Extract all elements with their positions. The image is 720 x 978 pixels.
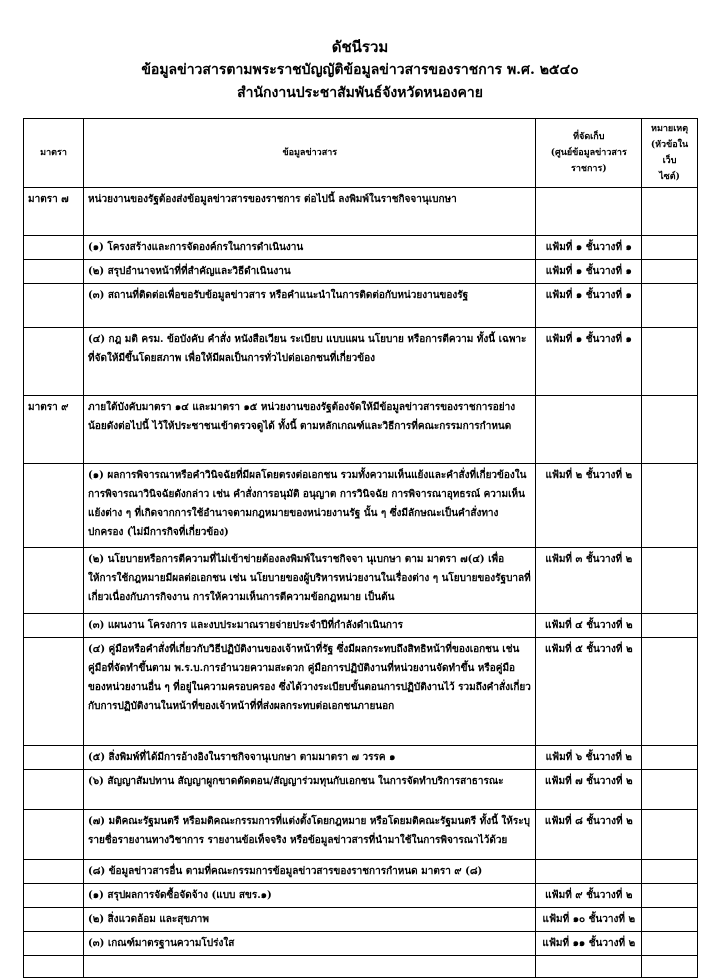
info-cell: (๓) แผนงาน โครงการ และงบประมาณรายจ่ายประจำปีที่กำลังดำเนินการ <box>84 614 536 638</box>
note-cell <box>642 770 698 810</box>
section-cell <box>24 746 84 770</box>
table-row <box>24 770 698 810</box>
info-cell: (๔) คู่มือหรือคำสั่งที่เกี่ยวกับวิธีปฏิบัติงานของเจ้าหน้าที่รัฐ ซึ่งมีผลกระทบถึงสิทธิหน้าที่ของเอกชน เช่น คู่มือที่จัดทำขึ้นตาม พ.ร.บ.การอำนวยความสะดวก คู่มือการปฏิบัติงานที่หน่วยงานจัดทำขึ้น หรือคู่มือของหน่วยงานอื่น ๆ ที่อยู่ในความครอบครอง ซึ่งได้วางระเบียบขั้นตอนการปฏิบัติงานไว้ รวมถึงคำสั่งเกี่ยวกับการปฏิบัติงานในหน้าที่ของเจ้าหน้าที่ที่ส่งผลกระทบต่อเอกชนภายนอก <box>84 638 536 746</box>
section-cell <box>24 328 84 396</box>
location-cell: แฟ้มที่ ๔ ชั้นวางที่ ๒ <box>536 614 642 638</box>
note-cell <box>642 956 698 978</box>
section-cell <box>24 260 84 284</box>
note-cell <box>642 188 698 236</box>
table-row <box>24 908 698 932</box>
info-cell: (๘) ข้อมูลข่าวสารอื่น ตามที่คณะกรรมการข้อมูลข่าวสารของราชการกำหนด มาตรา ๙ (๘) <box>84 860 536 884</box>
info-cell: (๑) สรุปผลการจัดซื้อจัดจ้าง (แบบ สขร.๑) <box>84 884 536 908</box>
note-cell <box>642 396 698 464</box>
note-cell <box>642 860 698 884</box>
section-cell <box>24 810 84 860</box>
table-row <box>24 860 698 884</box>
info-cell: (๓) เกณฑ์มาตรฐานความโปร่งใส <box>84 932 536 956</box>
note-cell <box>642 908 698 932</box>
section-cell <box>24 860 84 884</box>
note-cell <box>642 810 698 860</box>
note-cell <box>642 932 698 956</box>
section-cell <box>24 548 84 614</box>
location-cell <box>536 860 642 884</box>
table-row <box>24 932 698 956</box>
section-cell <box>24 638 84 746</box>
header-section: มาตรา <box>24 119 84 188</box>
section-cell <box>24 884 84 908</box>
location-cell: แฟ้มที่ ๒ ชั้นวางที่ ๒ <box>536 464 642 548</box>
table-header-row <box>24 119 698 188</box>
table-row <box>24 260 698 284</box>
location-cell: แฟ้มที่ ๙ ชั้นวางที่ ๒ <box>536 884 642 908</box>
info-cell: (๔) กฎ มติ ครม. ข้อบังคับ คำสั่ง หนังสือเวียน ระเบียบ แบบแผน นโยบาย หรือการตีความ ทั้งนี้ เฉพาะที่จัดให้มีขึ้นโดยสภาพ เพื่อให้มีผลเป็นการทั่วไปต่อเอกชนที่เกี่ยวข้อง <box>84 328 536 396</box>
document-subtitle: ข้อมูลข่าวสารตามพระราชบัญญัติข้อมูลข่าวสารของราชการ พ.ศ. ๒๕๔๐ <box>141 62 579 78</box>
table-row <box>24 548 698 614</box>
info-cell: (๓) สถานที่ติดต่อเพื่อขอรับข้อมูลข่าวสาร หรือคำแนะนำในการติดต่อกับหน่วยงานของรัฐ <box>84 284 536 328</box>
location-cell: แฟ้มที่ ๓ ชั้นวางที่ ๒ <box>536 548 642 614</box>
header-info: ข้อมูลข่าวสาร <box>84 119 536 188</box>
note-cell <box>642 614 698 638</box>
table-row <box>24 614 698 638</box>
section-cell <box>24 614 84 638</box>
table-row <box>24 956 698 978</box>
table-row <box>24 284 698 328</box>
document-header <box>0 36 720 105</box>
section-cell <box>24 932 84 956</box>
info-cell: (๑) โครงสร้างและการจัดองค์กรในการดำเนินงาน <box>84 236 536 260</box>
table-row <box>24 810 698 860</box>
table-row <box>24 236 698 260</box>
location-cell: แฟ้มที่ ๑๑ ชั้นวางที่ ๒ <box>536 932 642 956</box>
section-cell <box>24 770 84 810</box>
note-cell <box>642 464 698 548</box>
section-cell <box>24 236 84 260</box>
info-cell: (๗) มติคณะรัฐมนตรี หรือมติคณะกรรมการที่แต่งตั้งโดยกฎหมาย หรือโดยมติคณะรัฐมนตรี ทั้งนี้ ให้ระบุรายชื่อรายงานทางวิชาการ รายงานข้อเท็จจริง หรือข้อมูลข่าวสารที่นำมาใช้ในการพิจารณาไว้ด้วย <box>84 810 536 860</box>
location-cell <box>536 396 642 464</box>
location-cell: แฟ้มที่ ๑ ชั้นวางที่ ๑ <box>536 236 642 260</box>
agency-name: สำนักงานประชาสัมพันธ์จังหวัดหนองคาย <box>237 85 483 101</box>
section-cell: มาตรา ๗ <box>24 188 84 236</box>
note-cell <box>642 328 698 396</box>
location-cell <box>536 188 642 236</box>
table-row <box>24 188 698 236</box>
table-row <box>24 464 698 548</box>
info-cell: หน่วยงานของรัฐต้องส่งข้อมูลข่าวสารของราชการ ต่อไปนี้ ลงพิมพ์ในราชกิจจานุเบกษา <box>84 188 536 236</box>
info-cell: ภายใต้บังคับมาตรา ๑๔ และมาตรา ๑๕ หน่วยงานของรัฐต้องจัดให้มีข้อมูลข่าวสารของราชการอย่างน้อยดังต่อไปนี้ ไว้ให้ประชาชนเข้าตรวจดูได้ ทั้งนี้ ตามหลักเกณฑ์และวิธีการที่คณะกรรมการกำหนด <box>84 396 536 464</box>
location-cell: แฟ้มที่ ๕ ชั้นวางที่ ๒ <box>536 638 642 746</box>
note-cell <box>642 746 698 770</box>
document-title: ดัชนีรวม <box>331 38 389 56</box>
note-cell <box>642 284 698 328</box>
info-cell: (๒) สรุปอำนาจหน้าที่ที่สำคัญและวิธีดำเนินงาน <box>84 260 536 284</box>
section-cell <box>24 464 84 548</box>
table-row <box>24 746 698 770</box>
info-cell: (๖) สัญญาสัมปทาน สัญญาผูกขาดตัดตอน/สัญญาร่วมทุนกับเอกชน ในการจัดทำบริการสาธารณะ <box>84 770 536 810</box>
table-row <box>24 884 698 908</box>
location-cell <box>536 956 642 978</box>
table-row <box>24 638 698 746</box>
section-cell <box>24 908 84 932</box>
index-table <box>23 118 698 978</box>
header-note: หมายเหตุ (หัวข้อในเว็บ ไซต์) <box>642 119 698 188</box>
info-cell <box>84 956 536 978</box>
location-cell: แฟ้มที่ ๑ ชั้นวางที่ ๑ <box>536 328 642 396</box>
note-cell <box>642 260 698 284</box>
info-cell: (๑) ผลการพิจารณาหรือคำวินิจฉัยที่มีผลโดยตรงต่อเอกชน รวมทั้งความเห็นแย้งและคำสั่งที่เกี่ยวข้องในการพิจารณาวินิจฉัยดังกล่าว เช่น คำสั่งการอนุมัติ อนุญาต การวินิจฉัย การพิจารณาอุทธรณ์ ความเห็นแย้งต่าง ๆ ที่เกิดจากการใช้อำนาจตามกฎหมายของหน่วยงานรัฐ นั้น ๆ ซึ่งมีลักษณะเป็นคำสั่งทางปกครอง (ไม่มีการกิจที่เกี่ยวข้อง) <box>84 464 536 548</box>
section-cell <box>24 284 84 328</box>
location-cell: แฟ้มที่ ๘ ชั้นวางที่ ๒ <box>536 810 642 860</box>
location-cell: แฟ้มที่ ๖ ชั้นวางที่ ๒ <box>536 746 642 770</box>
header-location: ที่จัดเก็บ (ศูนย์ข้อมูลข่าวสารราชการ) <box>536 119 642 188</box>
info-cell: (๒) นโยบายหรือการตีความที่ไม่เข้าข่ายต้องลงพิมพ์ในราชกิจจา นุเบกษา ตาม มาตรา ๗(๔) เพื่อให้การใช้กฎหมายมีผลต่อเอกชน เช่น นโยบายของผู้บริหารหน่วยงานในเรื่องต่าง ๆ นโยบายของรัฐบาลที่เกี่ยวเนื่องกับภารกิจงาน การให้ความเห็นการตีความข้อกฎหมาย เป็นต้น <box>84 548 536 614</box>
location-cell: แฟ้มที่ ๑๐ ชั้นวางที่ ๒ <box>536 908 642 932</box>
note-cell <box>642 884 698 908</box>
section-cell <box>24 956 84 978</box>
table-row <box>24 328 698 396</box>
info-cell: (๒) สิ่งแวดล้อม และสุขภาพ <box>84 908 536 932</box>
note-cell <box>642 638 698 746</box>
location-cell: แฟ้มที่ ๑ ชั้นวางที่ ๑ <box>536 284 642 328</box>
info-cell: (๕) สิ่งพิมพ์ที่ได้มีการอ้างอิงในราชกิจจานุเบกษา ตามมาตรา ๗ วรรค ๑ <box>84 746 536 770</box>
note-cell <box>642 236 698 260</box>
table-row <box>24 396 698 464</box>
location-cell: แฟ้มที่ ๗ ชั้นวางที่ ๒ <box>536 770 642 810</box>
note-cell <box>642 548 698 614</box>
location-cell: แฟ้มที่ ๑ ชั้นวางที่ ๑ <box>536 260 642 284</box>
section-cell: มาตรา ๙ <box>24 396 84 464</box>
